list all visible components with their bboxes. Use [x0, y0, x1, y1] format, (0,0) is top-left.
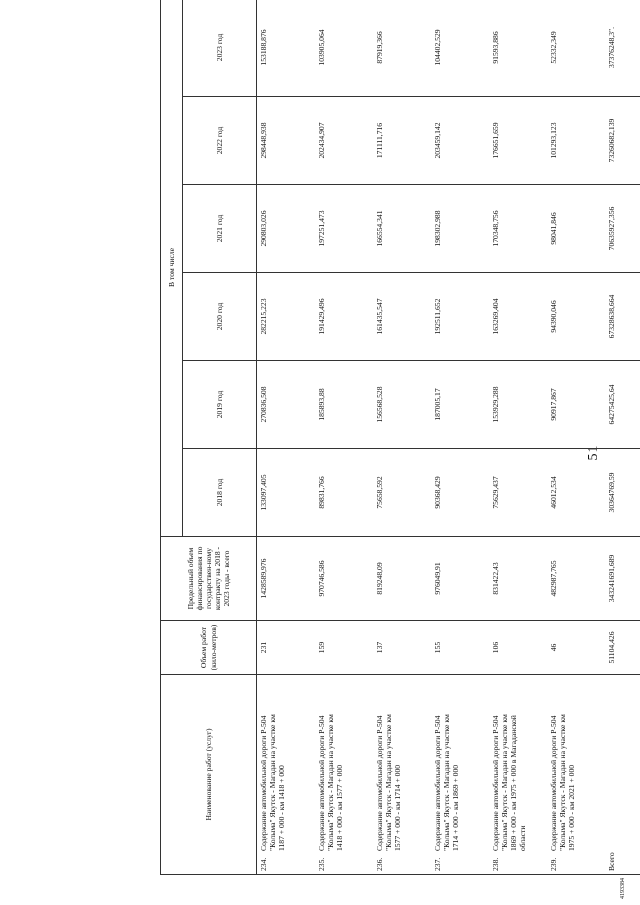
- volume-cell: 155: [431, 621, 489, 675]
- row-number: 234.: [259, 857, 268, 871]
- page-number: 51: [586, 444, 601, 461]
- year-value-cell: 98041,846: [547, 185, 605, 273]
- total-row: [605, 0, 640, 875]
- work-name-cell: [315, 675, 373, 875]
- year-value-cell: 298448,938: [257, 97, 315, 185]
- year-value-cell: 282215,223: [257, 273, 315, 361]
- volume-cell: 159: [315, 621, 373, 675]
- table-row: [489, 0, 547, 875]
- year-value-cell: 185893,88: [315, 361, 373, 449]
- year-value-cell: 163269,404: [489, 273, 547, 361]
- year-value-cell: 133097,405: [257, 449, 315, 537]
- table-row: [431, 0, 489, 875]
- year-value-cell: 90368,429: [431, 449, 489, 537]
- year-value-cell: 91593,886: [489, 0, 547, 97]
- header-limit: Предельный объем финансирования по государствен-ному контракту на 2018 - 2023 годы - всего: [161, 537, 257, 621]
- work-name: Содержание автомобильной дороги Р-504 "Колыма" Якутск - Магадан на участке км 1577 + 000 - км 1714 + 000: [374, 714, 402, 851]
- year-value-cell: 156568,528: [373, 361, 431, 449]
- work-name-cell: [489, 675, 547, 875]
- table-row: [257, 0, 315, 875]
- volume-cell: 231: [257, 621, 315, 675]
- year-value-cell: 153929,288: [489, 361, 547, 449]
- total-year-value: 37376248,3".: [605, 0, 640, 97]
- work-name: Содержание автомобильной дороги Р-504 "Колыма" Якутск - Магадан на участке км 1869 + 000 - км 1975 + 000 в Магаданской области: [490, 714, 527, 851]
- financing-table: [160, 0, 640, 875]
- year-value-cell: 75658,592: [373, 449, 431, 537]
- row-number: 238.: [490, 857, 500, 871]
- header-year: 2018 год: [183, 449, 257, 537]
- work-name: Содержание автомобильной дороги Р-504 "Колыма" Якутск - Магадан на участке км 1714 + 000 - км 1869 + 000: [432, 714, 460, 851]
- limit-cell: 976049,91: [431, 537, 489, 621]
- row-number: 235.: [316, 857, 326, 871]
- year-value-cell: 202434,907: [315, 97, 373, 185]
- work-name-cell: [373, 675, 431, 875]
- year-value-cell: 198302,988: [431, 185, 489, 273]
- total-label: Всего: [606, 852, 616, 871]
- year-value-cell: 170348,756: [489, 185, 547, 273]
- year-value-cell: 166554,341: [373, 185, 431, 273]
- year-value-cell: 103905,064: [315, 0, 373, 97]
- limit-cell: 819248,09: [373, 537, 431, 621]
- table-row: [547, 0, 605, 875]
- row-number: 236.: [374, 857, 384, 871]
- volume-cell: 137: [373, 621, 431, 675]
- row-number: 239.: [548, 857, 558, 871]
- year-value-cell: 161435,547: [373, 273, 431, 361]
- table-row: [373, 0, 431, 875]
- volume-cell: 46: [547, 621, 605, 675]
- total-label-cell: [605, 675, 640, 875]
- limit-cell: 831422,43: [489, 537, 547, 621]
- work-name: Содержание автомобильной дороги Р-504 "Колыма" Якутск - Магадан на участке км 1187 + 000 - км 1418 + 000: [259, 714, 287, 851]
- header-volume: Объем работ (кило-метров): [161, 621, 257, 675]
- work-name-cell: [431, 675, 489, 875]
- work-name: Содержание автомобильной дороги Р-504 "Колыма" Якутск - Магадан на участке км 1975 + 000 - км 2021 + 000: [548, 714, 576, 851]
- year-value-cell: 101293,123: [547, 97, 605, 185]
- year-value-cell: 187005,17: [431, 361, 489, 449]
- year-value-cell: 192511,652: [431, 273, 489, 361]
- limit-cell: 970746,586: [315, 537, 373, 621]
- work-name: Содержание автомобильной дороги Р-504 "Колыма" Якутск - Магадан на участке км 1418 + 000 - км 1577 + 000: [316, 714, 344, 851]
- year-value-cell: 75629,437: [489, 449, 547, 537]
- year-value-cell: 87919,366: [373, 0, 431, 97]
- year-value-cell: 104402,529: [431, 0, 489, 97]
- total-year-value: 30364769,59: [605, 449, 640, 537]
- year-value-cell: 52332,349: [547, 0, 605, 97]
- document-id: 4193384: [620, 878, 626, 899]
- total-year-value: 73260682,139: [605, 97, 640, 185]
- total-year-value: 67328638,664: [605, 273, 640, 361]
- header-year: 2020 год: [183, 273, 257, 361]
- limit-cell: 1428589,976: [257, 537, 315, 621]
- year-value-cell: 89831,766: [315, 449, 373, 537]
- work-name-cell: [547, 675, 605, 875]
- header-year: 2021 год: [183, 185, 257, 273]
- header-year: 2022 год: [183, 97, 257, 185]
- year-value-cell: 94390,046: [547, 273, 605, 361]
- work-name-cell: [257, 675, 315, 875]
- year-value-cell: 176651,659: [489, 97, 547, 185]
- year-value-cell: 153188,876: [257, 0, 315, 97]
- header-year: 2019 год: [183, 361, 257, 449]
- year-value-cell: 90917,867: [547, 361, 605, 449]
- table-row: [315, 0, 373, 875]
- total-year-value: 64275425,64: [605, 361, 640, 449]
- row-number: 237.: [432, 857, 442, 871]
- total-year-value: 70635927,356: [605, 185, 640, 273]
- year-value-cell: 290803,026: [257, 185, 315, 273]
- year-value-cell: 203459,142: [431, 97, 489, 185]
- total-limit: 343241691,689: [605, 537, 640, 621]
- header-name: Наименование работ (услуг): [161, 675, 257, 875]
- year-value-cell: 191429,496: [315, 273, 373, 361]
- total-volume: 51104,426: [605, 621, 640, 675]
- limit-cell: 482987,765: [547, 537, 605, 621]
- year-value-cell: 171111,716: [373, 97, 431, 185]
- volume-cell: 106: [489, 621, 547, 675]
- year-value-cell: 197251,473: [315, 185, 373, 273]
- header-including: В том числе: [161, 0, 183, 537]
- header-year: 2023 год: [183, 0, 257, 97]
- year-value-cell: 46012,534: [547, 449, 605, 537]
- year-value-cell: 270836,508: [257, 361, 315, 449]
